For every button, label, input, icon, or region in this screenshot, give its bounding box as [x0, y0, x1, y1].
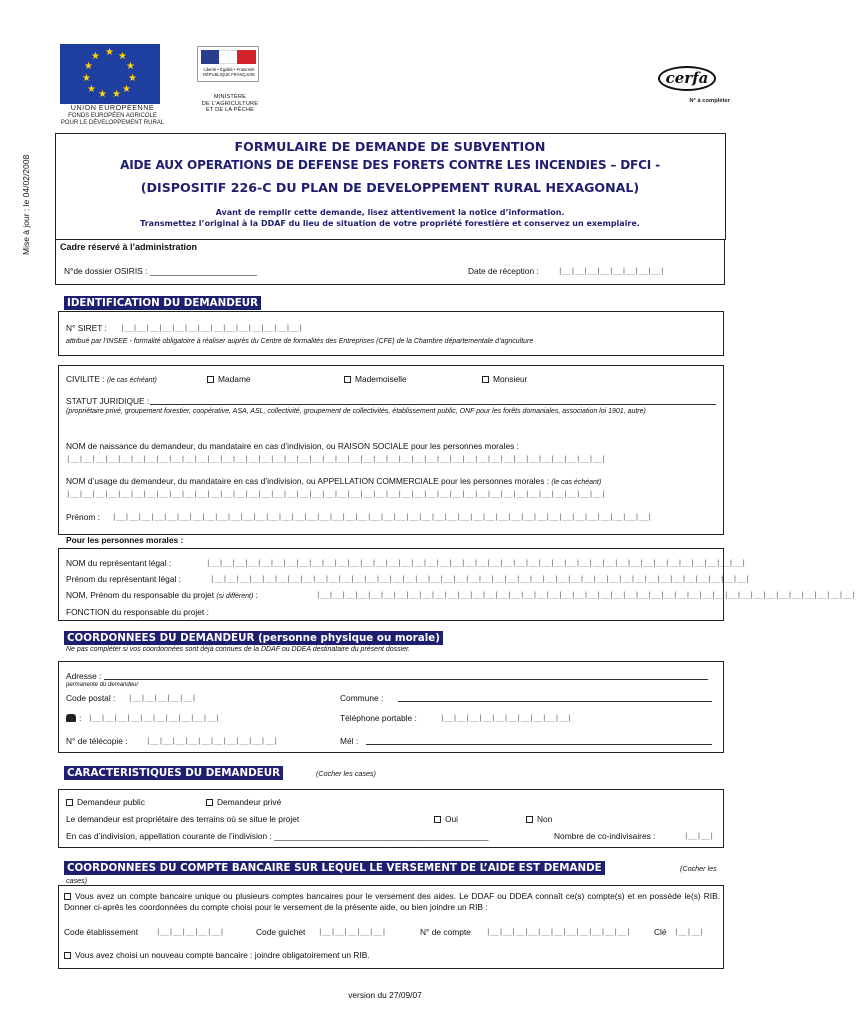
section-compte-bancaire: COORDONNEES DU COMPTE BANCAIRE SUR LEQUEL LE VERSEMENT DE L’AIDE EST DEMANDE: [64, 861, 605, 875]
monsieur-checkbox[interactable]: [482, 376, 489, 383]
cle-grid[interactable]: |__|__|: [674, 927, 704, 936]
siret-grid[interactable]: |__|__|__|__|__|__|__|__|__|__|__|__|__|__|: [120, 323, 303, 332]
mel-field[interactable]: [366, 736, 712, 745]
coindivisaires-label: Nombre de co-indivisaires :: [554, 831, 656, 841]
cerfa-logo: cerfa: [658, 66, 716, 91]
caracteristiques-hint: (Cocher les cases): [316, 769, 376, 778]
code-postal-grid[interactable]: |__|__|__|__|__|: [128, 693, 196, 702]
section-coordonnees: COORDONNEES DU DEMANDEUR (personne physique ou morale): [64, 631, 443, 645]
admin-heading: Cadre réservé à l’administration: [60, 242, 198, 252]
siret-note: attribué par l’INSEE - formalité obligatoire à réaliser auprès du Centre de formalités des Entreprises (CFE) de la Chambre départementale d’agriculture: [66, 338, 534, 345]
non-checkbox[interactable]: [526, 816, 533, 823]
commune-field[interactable]: [398, 693, 712, 702]
code-etablissement-grid[interactable]: |__|__|__|__|__|: [156, 927, 224, 936]
statut-label: STATUT JURIDIQUE :: [66, 396, 150, 406]
mademoiselle-option[interactable]: Mademoiselle: [344, 374, 407, 384]
reception-label: Date de réception :: [468, 266, 539, 276]
code-guichet-grid[interactable]: |__|__|__|__|__|: [318, 927, 386, 936]
cerfa-number: N° à compléter: [689, 98, 730, 104]
header-left-rule: [55, 133, 56, 240]
nom-usage-label: NOM d’usage du demandeur, du mandataire en cas d’indivision, ou APPELLATION COMMERCIALE pour les personnes morales : (le cas échéant): [66, 476, 602, 486]
madame-checkbox[interactable]: [207, 376, 214, 383]
adresse-label: Adresse :: [66, 671, 102, 681]
prenom-label: Prénom :: [66, 512, 100, 522]
telephone-label: :: [66, 713, 81, 723]
telephone-grid[interactable]: |__|__|__|__|__|__|__|__|__|__|: [88, 713, 220, 722]
siret-label: N° SIRET :: [66, 323, 107, 333]
statut-field[interactable]: [150, 396, 716, 405]
rep-nom-label: NOM du représentant légal :: [66, 558, 172, 568]
rep-prenom-grid[interactable]: |__|__|__|__|__|__|__|__|__|__|__|__|__|__|__|__|__|__|__|__|__|__|__|__|__|__|__|__|__|__|__|__|__|__|__|__|__|__|__|__|__|__|: [210, 574, 750, 583]
header-top-rule: [55, 133, 725, 134]
header-right-rule: [725, 133, 726, 240]
instruction-2: Transmettez l’original à la DDAF du lieu de situation de votre propriété forestière et conservez un exemplaire.: [140, 219, 640, 228]
indivision-field[interactable]: En cas d’indivision, appellation courante de l’indivision : ______________________________________________: [66, 831, 489, 841]
nouveau-compte-option[interactable]: Vous avez choisi un nouveau compte bancaire : joindre obligatoirement un RIB.: [64, 950, 370, 960]
compte-unique-checkbox[interactable]: [64, 893, 71, 900]
civilite-label: CIVILITE : (le cas échéant): [66, 374, 157, 384]
public-option[interactable]: Demandeur public: [66, 797, 145, 807]
update-date: Mise à jour : le 04/02/2008: [21, 154, 31, 255]
code-postal-label: Code postal :: [66, 693, 116, 703]
coindivisaires-grid[interactable]: |__|__|: [684, 831, 714, 840]
oui-checkbox[interactable]: [434, 816, 441, 823]
nom-naissance-label: NOM de naissance du demandeur, du mandataire en cas d’indivision, ou RAISON SOCIALE pour les personnes morales :: [66, 441, 519, 451]
code-etablissement-label: Code établissement: [64, 927, 139, 937]
prenom-grid[interactable]: |__|__|__|__|__|__|__|__|__|__|__|__|__|__|__|__|__|__|__|__|__|__|__|__|__|__|__|__|__|__|__|__|__|__|__|__|__|__|__|__|__|__|: [112, 512, 652, 521]
personnes-morales-heading: Pour les personnes morales :: [66, 535, 184, 545]
eu-flag-logo: ★ ★ ★ ★ ★ ★ ★ ★ ★ ★ ★: [60, 44, 160, 104]
nouveau-compte-checkbox[interactable]: [64, 952, 71, 959]
coordonnees-note: Ne pas compléter si vos coordonnées sont déjà connues de la DDAF ou DDEA destinataire du présent dossier.: [66, 646, 411, 653]
mademoiselle-checkbox[interactable]: [344, 376, 351, 383]
resp-label: NOM, Prénom du responsable du projet (si différent) :: [66, 590, 258, 600]
section-caracteristiques: CARACTERISTIQUES DU DEMANDEUR: [64, 766, 283, 780]
telephone-icon: [66, 714, 76, 722]
public-checkbox[interactable]: [66, 799, 73, 806]
mel-label: Mél :: [340, 736, 359, 746]
prive-option[interactable]: Demandeur privé: [206, 797, 281, 807]
monsieur-option[interactable]: Monsieur: [482, 374, 527, 384]
compte-unique-option[interactable]: Vous avez un compte bancaire unique ou plusieurs comptes bancaires pour le versement des aides. Le DDAF ou DDEA connaît ce(s) compte(s) et en possède le(s) RIB. Donner ci-après les coordonnées du compte choisi pour le versement de la présente aide, ou bien joindre un RIB :: [64, 891, 720, 912]
nom-naissance-grid[interactable]: |__|__|__|__|__|__|__|__|__|__|__|__|__|__|__|__|__|__|__|__|__|__|__|__|__|__|__|__|__|__|__|__|__|__|__|__|__|__|__|__|__|__|: [66, 454, 606, 463]
compte-bancaire-hint-1: (Cocher les: [680, 864, 717, 873]
reception-date-grid[interactable]: |__|__|__|__|__|__|__|__|: [558, 266, 665, 275]
siret-box: [58, 311, 724, 356]
adresse-field[interactable]: [104, 671, 708, 680]
form-dispositif: (DISPOSITIF 226-C DU PLAN DE DEVELOPPEMENT RURAL HEXAGONAL): [140, 180, 640, 195]
portable-label: Téléphone portable :: [340, 713, 417, 723]
form-title: FORMULAIRE DE DEMANDE DE SUBVENTION: [234, 139, 546, 154]
statut-note: (propriétaire privé, groupement forestier, coopérative, ASA, ASL, collectivité, groupement de collectivités, établissement public, ONF pour les forêts domaniales, association loi 1901, autre): [66, 408, 646, 415]
rep-prenom-label: Prénom du représentant légal :: [66, 574, 181, 584]
adresse-hint: permanente du demandeur: [66, 682, 139, 688]
fax-grid[interactable]: |__|__|__|__|__|__|__|__|__|__|: [146, 736, 278, 745]
fax-label: N° de télécopie :: [66, 736, 128, 746]
code-guichet-label: Code guichet: [256, 927, 306, 937]
non-option[interactable]: Non: [526, 814, 552, 824]
rep-nom-grid[interactable]: |__|__|__|__|__|__|__|__|__|__|__|__|__|__|__|__|__|__|__|__|__|__|__|__|__|__|__|__|__|__|__|__|__|__|__|__|__|__|__|__|__|__|: [206, 558, 746, 567]
numero-compte-grid[interactable]: |__|__|__|__|__|__|__|__|__|__|__|: [486, 927, 631, 936]
portable-grid[interactable]: |__|__|__|__|__|__|__|__|__|__|: [440, 713, 572, 722]
ministry-name: MINISTÈRE DE L'AGRICULTURE ET DE LA PÊCHE: [201, 94, 259, 114]
osiris-field[interactable]: N°de dossier OSIRIS : _______________________: [64, 266, 257, 276]
madame-option[interactable]: Madame: [207, 374, 251, 384]
prive-checkbox[interactable]: [206, 799, 213, 806]
compte-bancaire-hint-2: cases): [66, 876, 88, 885]
resp-grid[interactable]: |__|__|__|__|__|__|__|__|__|__|__|__|__|__|__|__|__|__|__|__|__|__|__|__|__|__|__|__|__|__|__|__|__|__|__|__|__|__|__|__|__|__|: [316, 590, 856, 599]
cle-label: Clé: [654, 927, 667, 937]
nom-usage-grid[interactable]: |__|__|__|__|__|__|__|__|__|__|__|__|__|__|__|__|__|__|__|__|__|__|__|__|__|__|__|__|__|__|__|__|__|__|__|__|__|__|__|__|__|__|: [66, 489, 606, 498]
section-identification: IDENTIFICATION DU DEMANDEUR: [64, 296, 261, 310]
eu-logo-text: UNION EUROPÉENNE FONDS EUROPÉEN AGRICOLE POUR LE DÉVELOPPEMENT RURAL: [60, 103, 165, 126]
version-footer: version du 27/09/07: [348, 990, 422, 1000]
fonction-label: FONCTION du responsable du projet :: [66, 607, 209, 617]
form-subtitle: AIDE AUX OPERATIONS DE DEFENSE DES FORETS CONTRE LES INCENDIES – DFCI -: [120, 158, 660, 172]
oui-option[interactable]: Oui: [434, 814, 458, 824]
numero-compte-label: N° de compte: [420, 927, 471, 937]
commune-label: Commune :: [340, 693, 384, 703]
republique-francaise-logo: Liberté • Égalité • Fraternité RÉPUBLIQUE FRANÇAISE: [197, 46, 259, 82]
instruction-1: Avant de remplir cette demande, lisez attentivement la notice d’information.: [215, 208, 565, 217]
proprietaire-label: Le demandeur est propriétaire des terrains où se situe le projet: [66, 814, 300, 824]
